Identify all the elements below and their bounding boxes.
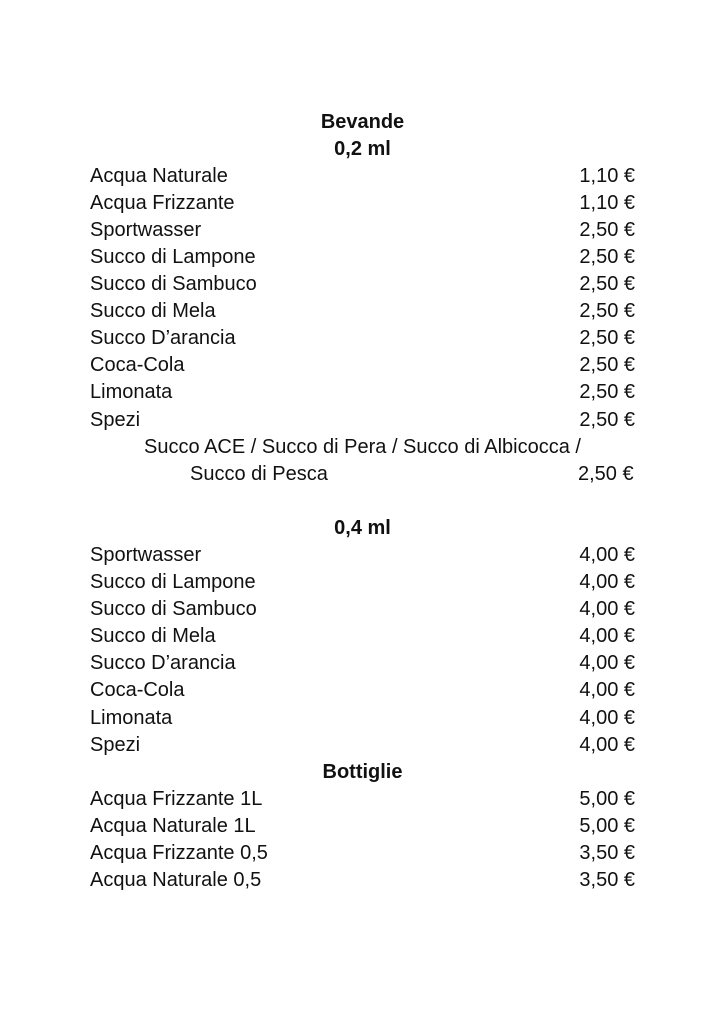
item-price: 1,10 € (579, 164, 635, 187)
bottiglie-items (90, 786, 635, 894)
item-price: 4,00 € (579, 598, 635, 621)
menu-item (90, 325, 635, 352)
item-price: 2,50 € (579, 300, 635, 323)
item-name: Succo di Mela (90, 625, 216, 648)
menu-item (90, 596, 635, 623)
item-price: 2,50 € (579, 408, 635, 431)
menu-item (90, 623, 635, 650)
item-name: Acqua Frizzante 0,5 (90, 842, 268, 865)
menu-item (90, 677, 635, 704)
item-name: Succo di Mela (90, 300, 216, 323)
item-name: Spezi (90, 408, 141, 431)
item-price: 4,00 € (579, 679, 635, 702)
combo-line-1: Succo ACE / Succo di Pera / Succo di Albicocca / (144, 435, 581, 458)
menu-item (90, 244, 635, 271)
item-name: Coca-Cola (90, 354, 185, 377)
item-name: Limonata (90, 706, 173, 729)
menu-item (90, 786, 635, 813)
menu-item (90, 813, 635, 840)
item-name: Succo di Lampone (90, 245, 256, 268)
item-name: Acqua Naturale 0,5 (90, 869, 262, 892)
item-name: Coca-Cola (90, 679, 185, 702)
item-price: 4,00 € (579, 544, 635, 566)
item-price: 2,50 € (579, 381, 635, 404)
item-price: 2,50 € (579, 354, 635, 377)
menu-item (90, 271, 635, 298)
item-price: 4,00 € (579, 571, 635, 594)
item-name: Succo di Sambuco (90, 273, 257, 296)
item-price: 2,50 € (579, 245, 635, 268)
menu-item (90, 190, 635, 217)
combo-name: Succo di Pesca (190, 462, 328, 485)
item-name: Sportwasser (90, 218, 202, 241)
item-name: Acqua Naturale 1L (90, 814, 256, 837)
item-name: Succo di Lampone (90, 571, 256, 594)
section-02-items (90, 163, 635, 434)
item-name: Acqua Frizzante (90, 191, 235, 214)
combo-price: 2,50 € (578, 462, 634, 485)
item-name: Spezi (90, 733, 141, 756)
item-price: 4,00 € (579, 625, 635, 648)
item-price: 4,00 € (579, 652, 635, 675)
item-name: Succo D’arancia (90, 327, 236, 350)
menu-item (90, 569, 635, 596)
item-price: 2,50 € (579, 327, 635, 350)
menu-item (90, 542, 635, 569)
section-heading-bottiglie: Bottiglie (322, 760, 403, 783)
item-price: 3,50 € (579, 869, 635, 892)
item-price: 2,50 € (579, 218, 635, 241)
item-price: 1,10 € (579, 191, 635, 214)
menu-item (90, 298, 635, 325)
menu-title: Bevande (320, 110, 405, 133)
item-price: 2,50 € (579, 273, 635, 296)
spacer (90, 488, 635, 515)
item-price: 4,00 € (579, 733, 635, 756)
item-price: 5,00 € (579, 787, 635, 810)
menu-item (90, 705, 635, 732)
item-name: Sportwasser (90, 544, 202, 566)
item-price: 5,00 € (579, 814, 635, 837)
item-name: Acqua Frizzante 1L (90, 787, 263, 810)
menu-item (90, 352, 635, 379)
drinks-menu (90, 109, 635, 895)
menu-item (90, 732, 635, 759)
item-price: 3,50 € (579, 842, 635, 865)
section-heading-04: 0,4 ml (334, 516, 391, 539)
menu-item (90, 379, 635, 406)
item-name: Succo di Sambuco (90, 598, 257, 621)
item-name: Succo D’arancia (90, 652, 236, 675)
item-name: Acqua Naturale (90, 164, 228, 187)
menu-item (90, 217, 635, 244)
section-04-items (90, 542, 635, 759)
menu-item (90, 407, 635, 434)
item-name: Limonata (90, 381, 173, 404)
menu-item (90, 867, 635, 894)
menu-item (90, 650, 635, 677)
section-heading-02: 0,2 ml (334, 137, 391, 160)
menu-item (90, 840, 635, 867)
combo-line-2 (90, 461, 635, 488)
item-price: 4,00 € (579, 706, 635, 729)
menu-item (90, 163, 635, 190)
